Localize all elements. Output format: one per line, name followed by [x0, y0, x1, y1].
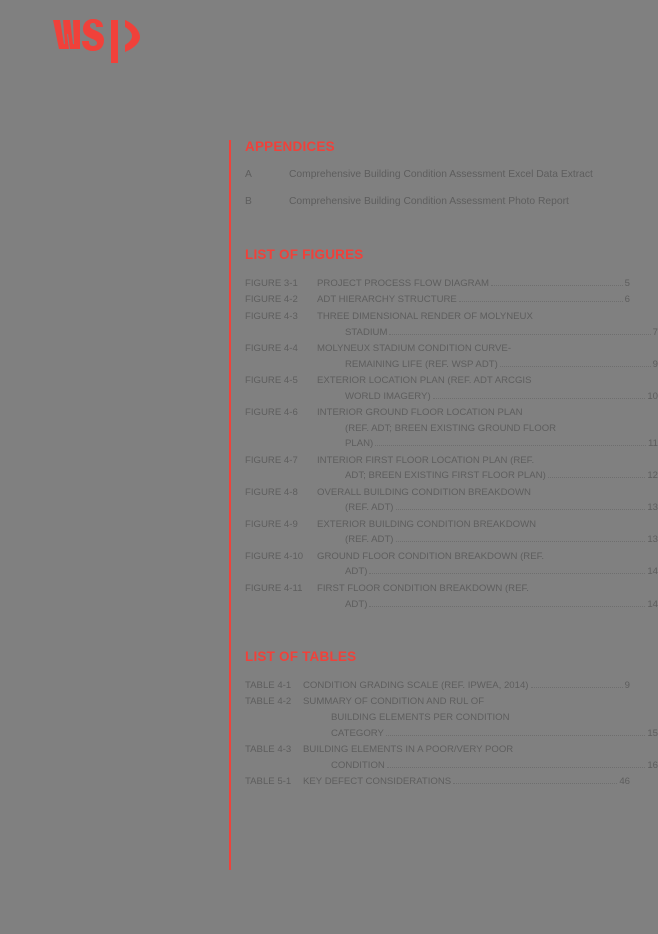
- toc-entry-title: FIRST FLOOR CONDITION BREAKDOWN (REF.: [317, 583, 529, 594]
- toc-entry-label: FIGURE 4-10: [245, 550, 304, 562]
- toc-entry-title: STADIUM: [345, 326, 388, 338]
- toc-entry-title: MOLYNEUX STADIUM CONDITION CURVE-: [317, 343, 512, 355]
- toc-entry[interactable]: [245, 742, 658, 773]
- toc-entry-line: [317, 341, 630, 357]
- toc-page-number: 7: [652, 326, 658, 338]
- appendix-letter: A: [245, 168, 252, 180]
- toc-entry-body: [317, 517, 658, 548]
- toc-leader-dots: [433, 397, 646, 399]
- toc-entry[interactable]: [245, 549, 658, 580]
- toc-entry-body: [303, 774, 630, 790]
- toc-entry[interactable]: [245, 276, 630, 292]
- toc-page-number: 5: [624, 277, 630, 289]
- toc-entry-title: OVERALL BUILDING CONDITION BREAKDOWN: [317, 486, 531, 498]
- toc-entry-line: [317, 485, 630, 501]
- toc-entry-line: [317, 597, 658, 613]
- wsp-logo: [47, 8, 157, 68]
- appendices-heading: APPENDICES: [245, 139, 335, 154]
- toc-entry-title: KEY DEFECT CONSIDERATIONS: [303, 776, 452, 788]
- toc-entry-label: TABLE 5-1: [245, 776, 292, 788]
- toc-page-number: 46: [619, 776, 630, 788]
- toc-leader-dots: [386, 734, 645, 736]
- list-of-figures-heading: LIST OF FIGURES: [245, 247, 364, 263]
- toc-entry-line: [317, 292, 630, 308]
- toc-entry-line: [317, 468, 658, 484]
- toc-entry-title: BUILDING ELEMENTS PER CONDITION: [331, 711, 510, 723]
- toc-entry[interactable]: [245, 453, 658, 484]
- toc-entry-line: [317, 517, 630, 533]
- toc-entry-body: [303, 694, 658, 741]
- toc-entry-line: [317, 500, 658, 516]
- toc-page-number: 9: [652, 358, 658, 370]
- toc-page-number: 14: [647, 566, 658, 578]
- toc-entry-body: [317, 341, 658, 372]
- toc-page-number: 13: [647, 534, 658, 546]
- toc-leader-dots: [369, 572, 645, 574]
- toc-entry-line: [317, 421, 658, 437]
- toc-entry-line: [317, 532, 658, 548]
- toc-entry-label: TABLE 4-1: [245, 679, 292, 691]
- toc-leader-dots: [453, 782, 617, 784]
- toc-entry-title: REMAINING LIFE (REF. WSP ADT): [345, 358, 498, 370]
- toc-entry-title: GROUND FLOOR CONDITION BREAKDOWN (REF.: [317, 550, 545, 562]
- toc-entry[interactable]: [245, 309, 658, 340]
- toc-entry-title: ADT): [345, 598, 368, 610]
- toc-entry-label: FIGURE 4-6: [245, 407, 298, 419]
- toc-entry-title: CONDITION: [331, 759, 385, 771]
- toc-leader-dots: [375, 444, 646, 446]
- toc-entry-body: [317, 453, 658, 484]
- toc-leader-dots: [491, 284, 623, 286]
- toc-entry-line: [303, 726, 658, 742]
- toc-page-number: 6: [624, 294, 630, 306]
- toc-entry-title: INTERIOR FIRST FLOOR LOCATION PLAN (REF.: [317, 454, 535, 466]
- toc-page-number: 16: [647, 759, 658, 771]
- toc-entry-line: [303, 710, 658, 726]
- toc-entry-line: [317, 436, 658, 452]
- vertical-red-rule: [229, 140, 231, 870]
- toc-entry[interactable]: [245, 292, 630, 308]
- toc-entry[interactable]: [245, 405, 658, 452]
- toc-entry-title: ADT HIERARCHY STRUCTURE: [317, 294, 457, 306]
- toc-entry-body: [317, 405, 658, 452]
- toc-entry-title: EXTERIOR BUILDING CONDITION BREAKDOWN: [317, 518, 537, 530]
- toc-entry-body: [317, 373, 658, 404]
- toc-page-number: 14: [647, 598, 658, 610]
- toc-entry-title: PLAN): [345, 438, 374, 450]
- toc-page-number: 11: [648, 438, 658, 450]
- toc-entry-label: FIGURE 4-5: [245, 375, 298, 387]
- toc-entry-line: [317, 405, 630, 421]
- toc-entry-body: [317, 309, 658, 340]
- appendix-item[interactable]: [245, 195, 630, 210]
- toc-entry-label: FIGURE 4-9: [245, 518, 298, 530]
- toc-entry-title: CONDITION GRADING SCALE (REF. IPWEA, 2014): [303, 679, 529, 691]
- toc-entry-title: WORLD IMAGERY): [345, 390, 431, 402]
- appendix-title: Comprehensive Building Condition Assessment Excel Data Extract: [289, 168, 593, 180]
- toc-entry-label: FIGURE 4-4: [245, 343, 298, 355]
- toc-entry-line: [303, 758, 658, 774]
- toc-entry-body: [317, 276, 630, 292]
- toc-leader-dots: [531, 686, 623, 688]
- toc-entry-line: [317, 389, 658, 405]
- toc-entry-label: FIGURE 4-8: [245, 486, 298, 498]
- toc-entry-line: [317, 357, 658, 373]
- toc-leader-dots: [369, 605, 645, 607]
- toc-entry[interactable]: [245, 341, 658, 372]
- toc-entry[interactable]: [245, 373, 658, 404]
- toc-entry-body: [317, 549, 658, 580]
- list-of-tables-list: [245, 678, 658, 790]
- toc-entry-line: [303, 742, 630, 758]
- toc-entry-line: [317, 549, 630, 565]
- toc-entry-label: FIGURE 4-2: [245, 294, 298, 306]
- toc-entry-body: [303, 742, 658, 773]
- toc-entry-body: [317, 485, 658, 516]
- toc-entry-title: (REF. ADT; BREEN EXISTING GROUND FLOOR: [345, 422, 557, 434]
- toc-leader-dots: [548, 476, 646, 478]
- toc-page-number: 9: [624, 679, 630, 691]
- toc-entry-label: TABLE 4-2: [245, 696, 292, 708]
- toc-entry-title: (REF. ADT): [345, 534, 394, 546]
- appendices-list: [245, 168, 630, 210]
- toc-entry[interactable]: [245, 678, 630, 694]
- appendix-title: Comprehensive Building Condition Assessment Photo Report: [289, 196, 569, 208]
- toc-entry-title: BUILDING ELEMENTS IN A POOR/VERY POOR: [303, 744, 514, 756]
- toc-entry[interactable]: [245, 694, 658, 741]
- toc-entry-title: PROJECT PROCESS FLOW DIAGRAM: [317, 277, 489, 289]
- toc-leader-dots: [500, 365, 651, 367]
- toc-leader-dots: [387, 766, 645, 768]
- appendix-item[interactable]: [245, 168, 630, 183]
- toc-entry-line: [317, 309, 630, 325]
- toc-entry-title: INTERIOR GROUND FLOOR LOCATION PLAN: [317, 407, 523, 419]
- toc-entry-line: [317, 453, 630, 469]
- toc-leader-dots: [459, 300, 623, 302]
- toc-entry-body: [317, 292, 630, 308]
- toc-entry-line: [303, 774, 630, 790]
- toc-page-number: 10: [647, 390, 658, 402]
- toc-entry-title: THREE DIMENSIONAL RENDER OF MOLYNEUX: [317, 310, 533, 322]
- toc-leader-dots: [396, 540, 646, 542]
- toc-entry-body: [303, 678, 630, 694]
- toc-entry-line: [303, 694, 630, 710]
- toc-entry-line: [317, 373, 630, 389]
- toc-leader-dots: [389, 333, 650, 335]
- toc-entry-title: ADT): [345, 566, 368, 578]
- toc-entry-title: ADT; BREEN EXISTING FIRST FLOOR PLAN): [345, 470, 546, 482]
- toc-entry-title: SUMMARY OF CONDITION AND RUL OF: [303, 696, 485, 708]
- toc-entry-label: FIGURE 4-7: [245, 454, 298, 466]
- toc-entry-line: [317, 325, 658, 341]
- toc-entry-title: CATEGORY: [331, 727, 384, 739]
- toc-entry-title: (REF. ADT): [345, 502, 394, 514]
- toc-entry[interactable]: [245, 774, 630, 790]
- list-of-figures-list: [245, 276, 658, 612]
- toc-page-number: 15: [647, 727, 658, 739]
- toc-entry-line: [317, 564, 658, 580]
- toc-entry[interactable]: [245, 581, 658, 612]
- toc-entry-body: [317, 581, 658, 612]
- toc-entry[interactable]: [245, 485, 658, 516]
- toc-entry-label: FIGURE 4-11: [245, 583, 303, 594]
- toc-entry-label: TABLE 4-3: [245, 744, 292, 756]
- toc-page-number: 13: [647, 502, 658, 514]
- toc-entry-line: [317, 581, 630, 597]
- toc-content: [245, 139, 658, 791]
- appendix-letter: B: [245, 196, 252, 208]
- toc-page-number: 12: [647, 470, 658, 482]
- toc-entry-label: FIGURE 3-1: [245, 277, 298, 289]
- toc-entry[interactable]: [245, 517, 658, 548]
- toc-leader-dots: [396, 508, 646, 510]
- list-of-tables-heading: LIST OF TABLES: [245, 649, 357, 665]
- toc-entry-line: [317, 276, 630, 292]
- toc-entry-label: FIGURE 4-3: [245, 310, 298, 322]
- toc-entry-title: EXTERIOR LOCATION PLAN (REF. ADT ARCGIS: [317, 375, 532, 387]
- toc-entry-line: [303, 678, 630, 694]
